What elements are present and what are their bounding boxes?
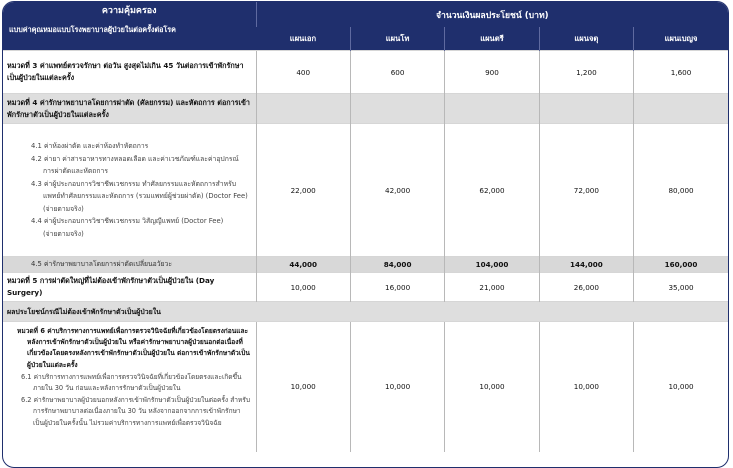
table-row bbox=[3, 257, 728, 273]
subitem: 4.3 ค่าผู้ประกอบการวิชาชีพเวชกรรม ทำศัลยกรรมและหัตถการสำหรับ bbox=[31, 179, 237, 188]
cell-value: 600 bbox=[350, 51, 444, 94]
cell-value: 900 bbox=[445, 51, 539, 94]
category-4-subitems bbox=[3, 124, 256, 257]
plan-header-3: แผนตรี bbox=[445, 27, 539, 51]
subitem: 4.4 ค่าผู้ประกอบการวิชาชีพเวชกรรม วิสัญญีแพทย์ (Doctor Fee) bbox=[31, 217, 224, 225]
table-row bbox=[3, 322, 728, 452]
empty-cell bbox=[445, 94, 539, 124]
cell-value: 35,000 bbox=[634, 273, 728, 302]
subitem: 4.2 ค่ายา ค่าสารอาหารทางหลอดเลือด และค่าเวชภัณฑ์และค่าอุปกรณ์ bbox=[31, 154, 239, 163]
cell-value: 1,600 bbox=[634, 51, 728, 94]
subitem: (จ่ายตามจริง) bbox=[43, 229, 84, 238]
category-4-label: หมวดที่ 4 ค่ารักษาพยาบาลโดยการผ่าตัด (ศัลยกรรม) และหัตถการ ต่อการเข้าพักรักษาตัวเป็นผู้ป่วยในแต่ละครั้ง bbox=[3, 94, 256, 124]
cell-value: 160,000 bbox=[634, 257, 728, 273]
cell-value: 80,000 bbox=[634, 124, 728, 257]
coverage-title: ความคุ้มครอง bbox=[101, 6, 157, 16]
subitem: แพทย์ทำศัลยกรรมและหัตถการ (รวมแพทย์ผู้ช่วยผ่าตัด) (Doctor Fee) bbox=[43, 192, 248, 200]
coverage-subtitle: แบบค่าคุณหมอแบบโรงพยาบาลผู้ป่วยในต่อครั้งต่อโรค bbox=[9, 25, 176, 34]
cell-value: 10,000 bbox=[256, 273, 350, 302]
benefit-table-card bbox=[2, 1, 729, 468]
category-6-label: หมวดที่ 6 ค่าบริการทางการแพทย์เพื่อการตรวจวินิจฉัยที่เกี่ยวข้องโดยตรงก่อนและหลังการเข้าพักรักษาตัวเป็นผู้ป่วยใน หรือค่ารักษาพยาบาลผู้ป่วยนอกต่อเนื่องที่เกี่ยวข้องโดยตรงหลังการเข้าพักรักษาตัวเป็นผู้ป่วยใน ต่อการเข้าพักรักษาตัวเป็นผู้ป่วยในแต่ละครั้ง bbox=[17, 327, 250, 369]
subitem: 6.1 ค่าบริการทางการแพทย์เพื่อการตรวจวินิจฉัยที่เกี่ยวข้องโดยตรงและเกิดขึ้นภายใน 30 วัน ก่อนและหลังการรักษาตัวเป็นผู้ป่วยใน bbox=[21, 372, 242, 393]
benefit-table bbox=[3, 2, 728, 452]
plan-header-2: แผนโท bbox=[350, 27, 444, 51]
category-5-label: หมวดที่ 5 การผ่าตัดใหญ่ที่ไม่ต้องเข้าพักรักษาตัวเป็นผู้ป่วยใน (Day Surgery) bbox=[3, 273, 256, 302]
coverage-header bbox=[3, 2, 256, 51]
cell-value: 21,000 bbox=[445, 273, 539, 302]
subitem: 6.2 ค่ารักษาพยาบาลผู้ป่วยนอกหลังการเข้าพักรักษาตัวเป็นผู้ป่วยในต่อครั้ง สำหรับการรักษาพยาบาลต่อเนื่องภายใน 30 วัน หลังจากออกจากการเข้าพักรักษาเป็นผู้ป่วยในครั้งนั้น ไม่รวมค่าบริการทางการแพทย์เพื่อตรวจวินิจฉัย bbox=[21, 396, 251, 427]
cell-value: 144,000 bbox=[539, 257, 633, 273]
subitem: การผ่าตัดและหัตถการ bbox=[43, 167, 108, 175]
cell-value: 10,000 bbox=[350, 322, 444, 452]
empty-cell bbox=[539, 94, 633, 124]
cell-value: 104,000 bbox=[445, 257, 539, 273]
subitem-4-5: 4.5 ค่ารักษาพยาบาลโดยการผ่าตัดเปลี่ยนอวัยวะ bbox=[3, 257, 256, 273]
category-6-cell bbox=[3, 322, 256, 452]
outpatient-section-title: ผลประโยชน์กรณีไม่ต้องเข้าพักรักษาตัวเป็นผู้ป่วยใน bbox=[3, 302, 728, 322]
empty-cell bbox=[634, 94, 728, 124]
empty-cell bbox=[256, 94, 350, 124]
empty-cell bbox=[350, 94, 444, 124]
cell-value: 84,000 bbox=[350, 257, 444, 273]
table-row bbox=[3, 124, 728, 257]
cell-value: 10,000 bbox=[634, 322, 728, 452]
plan-header-1: แผนเอก bbox=[256, 27, 350, 51]
subitem: 4.1 ค่าห้องผ่าตัด และค่าห้องทำหัตถการ bbox=[31, 142, 149, 150]
table-row bbox=[3, 94, 728, 124]
cell-value: 400 bbox=[256, 51, 350, 94]
cell-value: 62,000 bbox=[445, 124, 539, 257]
category-3-label: หมวดที่ 3 ค่าแพทย์ตรวจรักษา ต่อวัน สูงสุดไม่เกิน 45 วันต่อการเข้าพักรักษาเป็นผู้ป่วยในแต่ละครั้ง bbox=[3, 51, 256, 94]
cell-value: 42,000 bbox=[350, 124, 444, 257]
plan-header-5: แผนเบญจ bbox=[634, 27, 728, 51]
cell-value: 1,200 bbox=[539, 51, 633, 94]
plan-header-4: แผนจตุ bbox=[539, 27, 633, 51]
cell-value: 22,000 bbox=[256, 124, 350, 257]
table-row bbox=[3, 273, 728, 302]
cell-value: 72,000 bbox=[539, 124, 633, 257]
cell-value: 26,000 bbox=[539, 273, 633, 302]
cell-value: 10,000 bbox=[445, 322, 539, 452]
cell-value: 44,000 bbox=[256, 257, 350, 273]
section-row bbox=[3, 302, 728, 322]
table-row bbox=[3, 51, 728, 94]
cell-value: 10,000 bbox=[539, 322, 633, 452]
subitem: (จ่ายตามจริง) bbox=[43, 204, 84, 213]
benefit-amount-header: จำนวนเงินผลประโยชน์ (บาท) bbox=[256, 2, 728, 27]
cell-value: 16,000 bbox=[350, 273, 444, 302]
cell-value: 10,000 bbox=[256, 322, 350, 452]
